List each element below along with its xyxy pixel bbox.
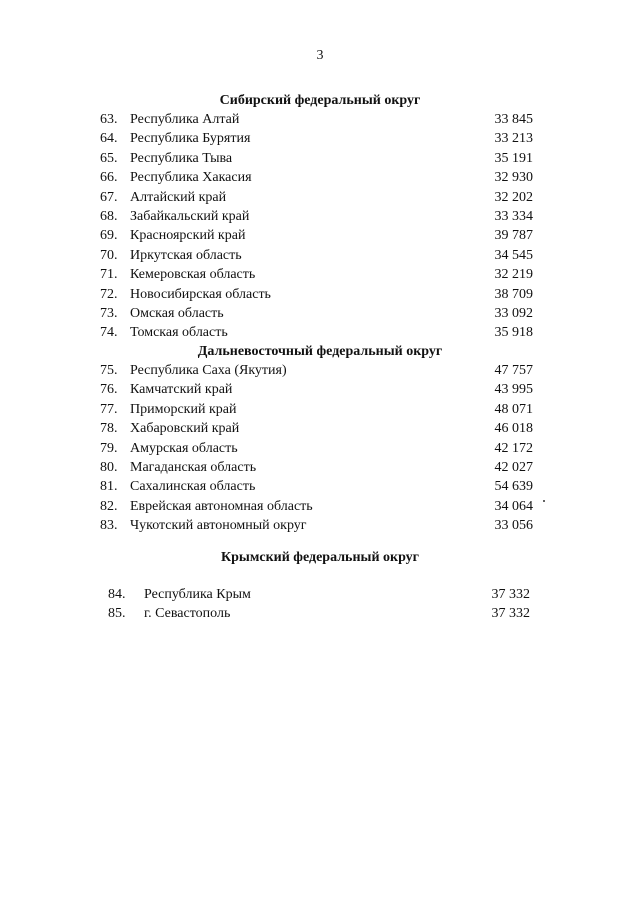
table-row	[0, 604, 640, 623]
region-name: Алтайский край	[130, 190, 227, 205]
region-name: Чукотский автономный округ	[130, 518, 307, 533]
region-value: 33 213	[494, 131, 533, 146]
table-row	[0, 585, 640, 604]
region-value: 33 092	[494, 306, 533, 321]
table-row	[0, 265, 640, 284]
table-row	[0, 246, 640, 265]
region-value: 42 172	[494, 441, 533, 456]
section-heading: Сибирский федеральный округ	[219, 93, 421, 108]
section-heading: Дальневосточный федеральный округ	[197, 344, 443, 359]
table-row	[0, 285, 640, 304]
region-value: 32 219	[494, 267, 533, 282]
table-row	[0, 458, 640, 477]
region-value: 39 787	[494, 228, 533, 243]
region-value: 35 191	[494, 151, 533, 166]
row-number: 84.	[108, 587, 126, 602]
region-name: Магаданская область	[130, 460, 257, 475]
table-row	[0, 188, 640, 207]
table-row	[0, 361, 640, 380]
row-number: 73.	[100, 306, 118, 321]
table-row	[0, 419, 640, 438]
region-value: 34 545	[494, 248, 533, 263]
region-name: Амурская область	[130, 441, 238, 456]
table-row	[0, 477, 640, 496]
table-row	[0, 149, 640, 168]
region-name: Красноярский край	[130, 228, 246, 243]
row-number: 77.	[100, 402, 118, 417]
region-name: Иркутская область	[130, 248, 242, 263]
row-number: 85.	[108, 606, 126, 621]
region-name: Камчатский край	[130, 382, 233, 397]
row-number: 63.	[100, 112, 118, 127]
row-number: 82.	[100, 499, 118, 514]
row-number: 78.	[100, 421, 118, 436]
region-value: 33 845	[494, 112, 533, 127]
region-name: г. Севастополь	[144, 606, 231, 621]
row-number: 81.	[100, 479, 118, 494]
table-row	[0, 304, 640, 323]
row-number: 69.	[100, 228, 118, 243]
region-name: Хабаровский край	[130, 421, 240, 436]
region-name: Омская область	[130, 306, 224, 321]
region-value: 37 332	[491, 587, 530, 602]
row-number: 71.	[100, 267, 118, 282]
region-name: Республика Крым	[144, 587, 251, 602]
table-row	[0, 400, 640, 419]
region-value: 32 930	[494, 170, 533, 185]
table-row	[0, 226, 640, 245]
region-name: Томская область	[130, 325, 228, 340]
region-name: Кемеровская область	[130, 267, 256, 282]
row-number: 80.	[100, 460, 118, 475]
region-name: Сахалинская область	[130, 479, 256, 494]
table-row	[0, 168, 640, 187]
row-number: 67.	[100, 190, 118, 205]
row-number: 76.	[100, 382, 118, 397]
region-name: Еврейская автономная область	[130, 499, 313, 514]
region-name: Новосибирская область	[130, 287, 271, 302]
region-value: 46 018	[494, 421, 533, 436]
scan-speck	[543, 500, 545, 502]
region-name: Республика Хакасия	[130, 170, 252, 185]
row-number: 65.	[100, 151, 118, 166]
row-number: 75.	[100, 363, 118, 378]
region-value: 35 918	[494, 325, 533, 340]
row-number: 72.	[100, 287, 118, 302]
region-value: 37 332	[491, 606, 530, 621]
row-number: 70.	[100, 248, 118, 263]
table-row	[0, 207, 640, 226]
table-row	[0, 380, 640, 399]
table-row	[0, 110, 640, 129]
page-number: 3	[316, 48, 324, 63]
region-value: 47 757	[494, 363, 533, 378]
row-number: 64.	[100, 131, 118, 146]
region-value: 32 202	[494, 190, 533, 205]
region-value: 54 639	[494, 479, 533, 494]
table-row	[0, 323, 640, 342]
region-name: Республика Тыва	[130, 151, 233, 166]
region-name: Приморский край	[130, 402, 237, 417]
region-name: Забайкальский край	[130, 209, 250, 224]
row-number: 79.	[100, 441, 118, 456]
region-value: 33 056	[494, 518, 533, 533]
row-number: 74.	[100, 325, 118, 340]
row-number: 66.	[100, 170, 118, 185]
region-value: 42 027	[494, 460, 533, 475]
row-number: 83.	[100, 518, 118, 533]
table-row	[0, 129, 640, 148]
section-heading: Крымский федеральный округ	[220, 550, 420, 565]
region-value: 34 064	[494, 499, 533, 514]
region-value: 33 334	[494, 209, 533, 224]
table-row	[0, 516, 640, 535]
region-value: 38 709	[494, 287, 533, 302]
region-name: Республика Саха (Якутия)	[130, 363, 287, 378]
region-value: 48 071	[494, 402, 533, 417]
region-name: Республика Бурятия	[130, 131, 251, 146]
table-row	[0, 439, 640, 458]
region-value: 43 995	[494, 382, 533, 397]
row-number: 68.	[100, 209, 118, 224]
region-name: Республика Алтай	[130, 112, 240, 127]
